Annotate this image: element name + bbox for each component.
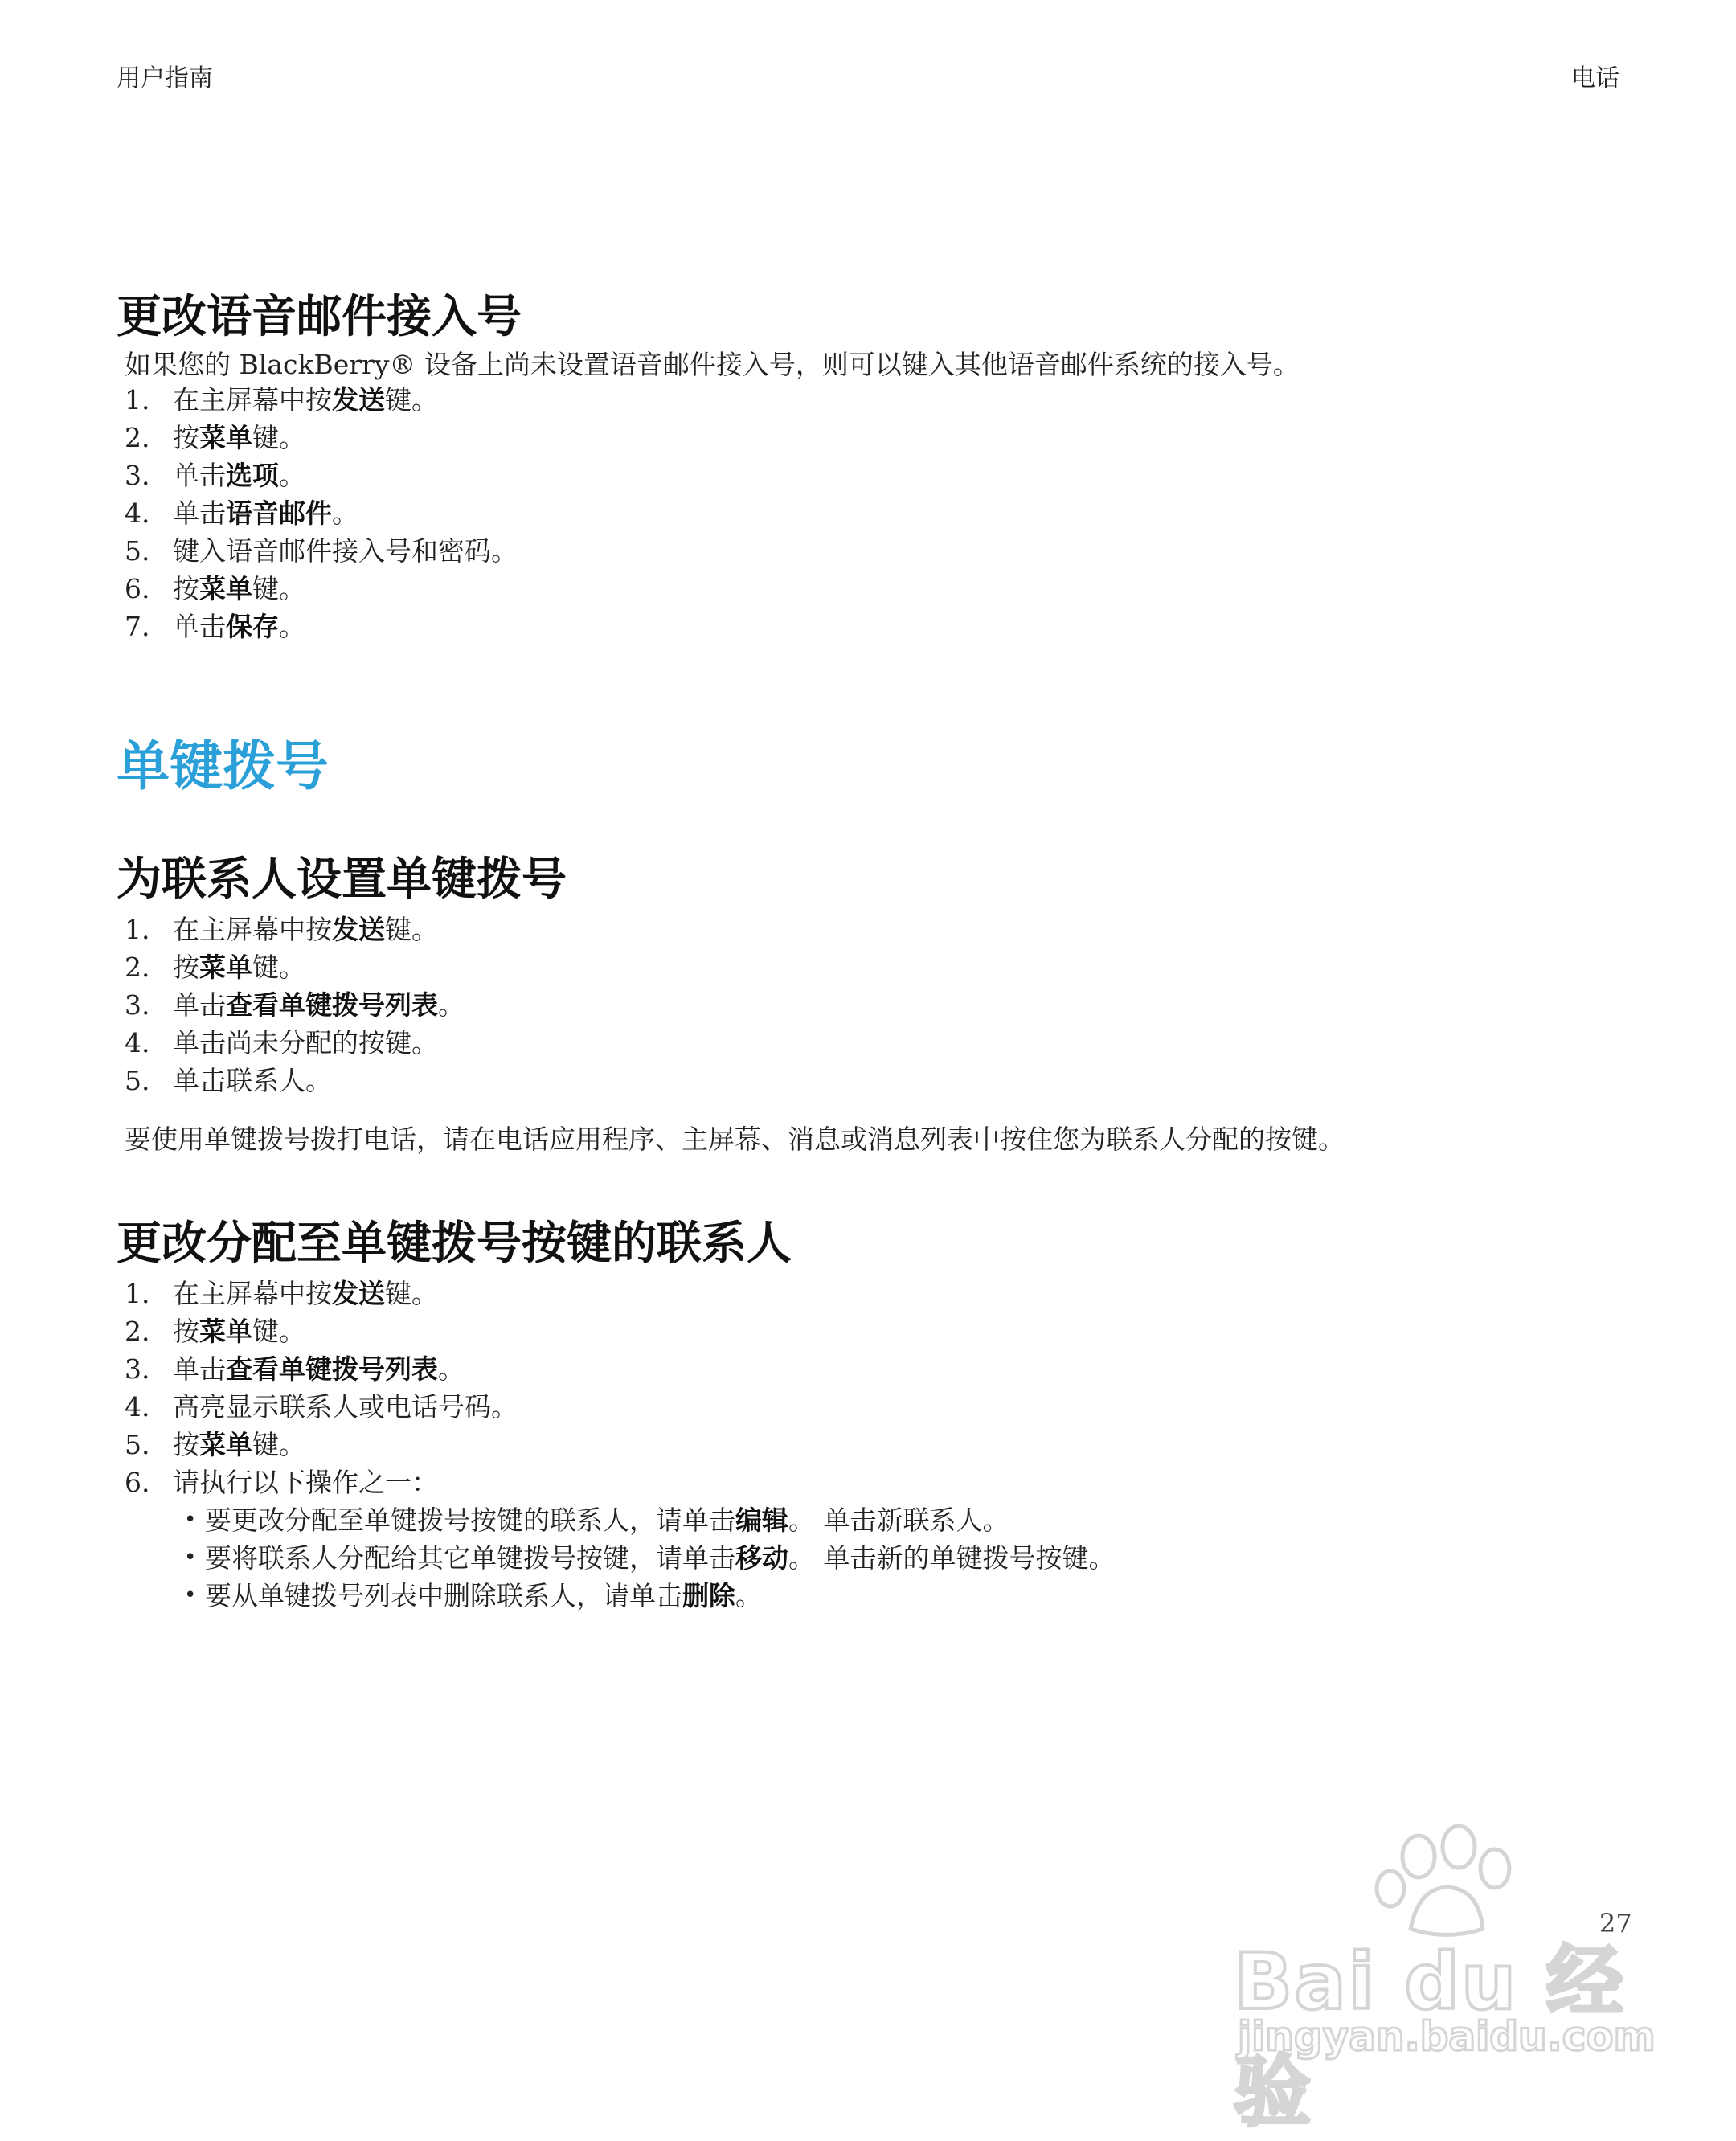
list-item: 1. 在主屏幕中按发送键。 [125, 914, 438, 945]
list-item: 4. 高亮显示联系人或电话号码。 [125, 1391, 518, 1423]
list-item: 4. 单击语音邮件。 [125, 497, 358, 529]
list-item: 5. 键入语音邮件接入号和密码。 [125, 535, 518, 567]
speed-dial-change-steps [125, 1275, 1116, 1615]
header-doc-title: 用户指南 [117, 64, 213, 92]
section-title-voicemail: 更改语音邮件接入号 [117, 291, 522, 343]
bullet-icon: • [184, 1508, 197, 1532]
list-item: 3. 单击查看单键拨号列表。 [125, 1353, 465, 1385]
watermark-brand: Bai du 经验 [1234, 1937, 1625, 2137]
bullet-icon: • [184, 1545, 197, 1570]
watermark-url: jingyan.baidu.com [1238, 2013, 1656, 2060]
section-title-setup-speed-dial: 为联系人设置单键拨号 [117, 854, 567, 906]
list-item: 1. 在主屏幕中按发送键。 [125, 1278, 438, 1309]
list-item: 7. 单击保存。 [125, 611, 305, 642]
bullet-icon: • [184, 1583, 197, 1607]
list-item: 6. 按菜单键。 [125, 573, 305, 604]
section-title-change-speed-dial: 更改分配至单键拨号按键的联系人 [117, 1218, 792, 1270]
list-item: 2. 按菜单键。 [125, 952, 305, 983]
options-bullet-list [125, 1501, 1116, 1615]
bullet-item: • 要将联系人分配给其它单键拨号按键，请单击移动。 单击新的单键拨号按键。 [125, 1539, 1116, 1577]
list-item [125, 1501, 1116, 1615]
speed-dial-note: 要使用单键拨号拨打电话，请在电话应用程序、主屏幕、消息或消息列表中按住您为联系人分配的按键。 [125, 1124, 1345, 1155]
list-item: 3. 单击选项。 [125, 460, 305, 491]
list-item: 3. 单击查看单键拨号列表。 [125, 989, 465, 1021]
list-item: 2. 按菜单键。 [125, 1316, 305, 1347]
bullet-item: • 要从单键拨号列表中删除联系人，请单击删除。 [125, 1577, 1116, 1615]
page-number: 27 [1599, 1908, 1632, 1938]
list-item: 4. 单击尚未分配的按键。 [125, 1027, 438, 1058]
speed-dial-setup-steps [125, 911, 465, 1099]
voicemail-intro: 如果您的 BlackBerry® 设备上尚未设置语音邮件接入号，则可以键入其他语音邮件系统的接入号。 [125, 349, 1300, 380]
list-item: 5. 按菜单键。 [125, 1429, 305, 1460]
list-item: 6. 请执行以下操作之一： [125, 1467, 438, 1498]
chapter-title: 单键拨号 [117, 735, 329, 797]
list-item: 5. 单击联系人。 [125, 1065, 332, 1096]
list-item: 1. 在主屏幕中按发送键。 [125, 384, 438, 416]
voicemail-steps [125, 381, 518, 645]
bullet-item: • 要更改分配至单键拨号按键的联系人，请单击编辑。 单击新联系人。 [125, 1501, 1116, 1539]
list-item: 2. 按菜单键。 [125, 422, 305, 453]
baidu-watermark [1234, 1824, 1656, 2137]
header-chapter-name: 电话 [1571, 64, 1619, 92]
